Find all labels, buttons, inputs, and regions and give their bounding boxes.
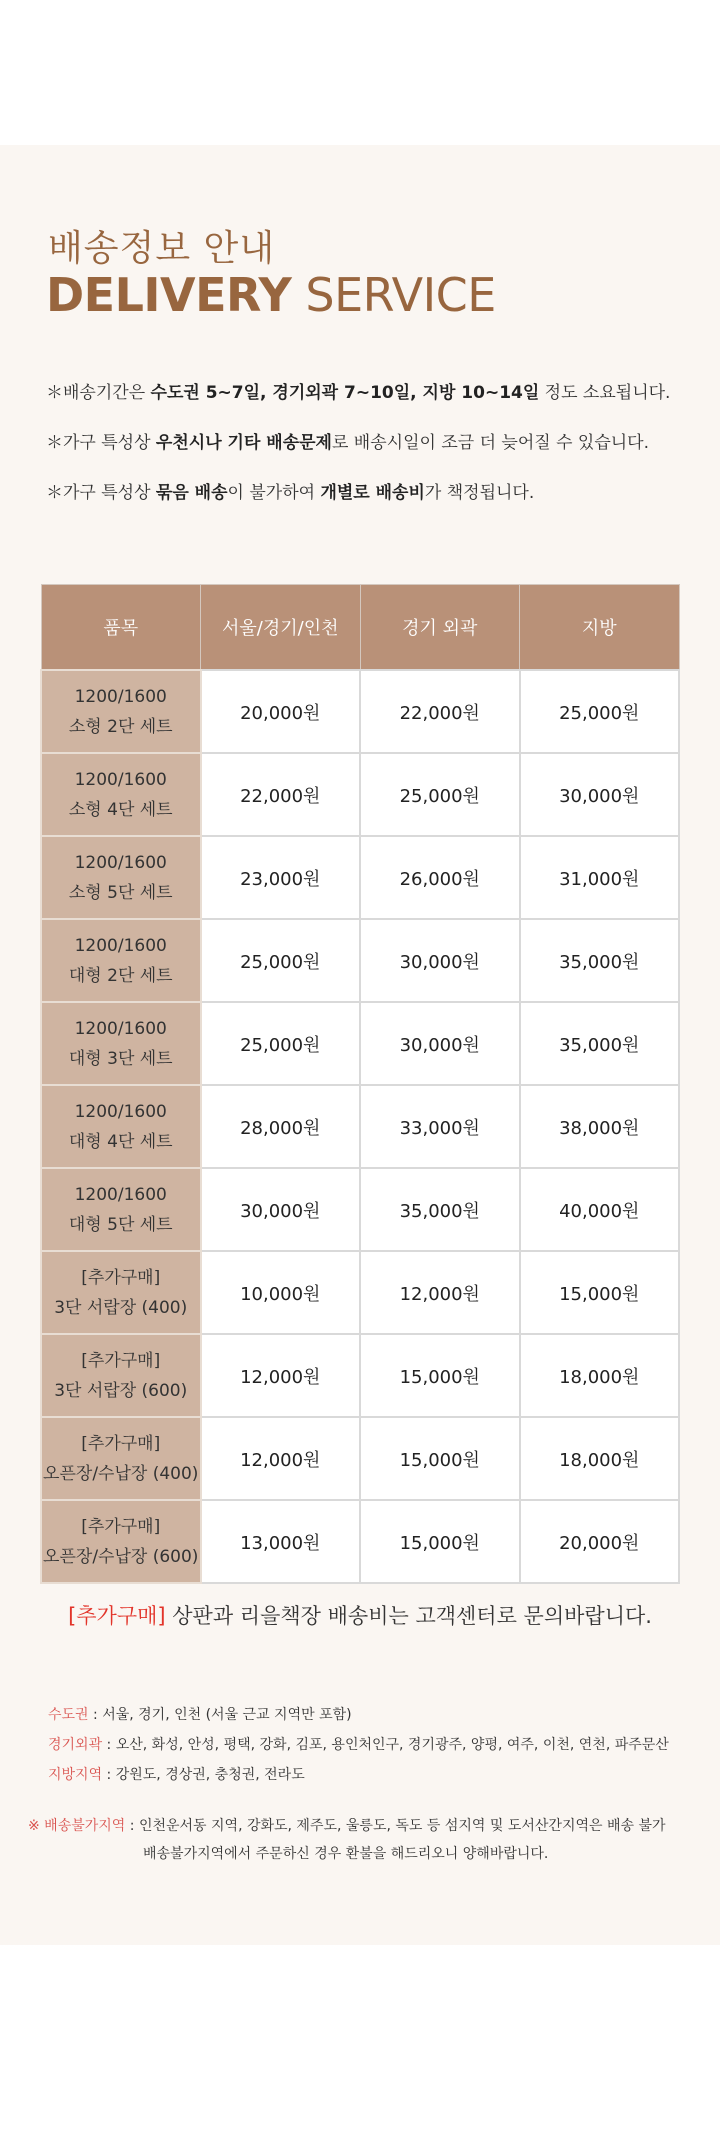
undeliverable-notice (28, 1812, 666, 1868)
note-text: ＊가구 특성상 (46, 433, 156, 453)
price-cell: 18,000원 (520, 1334, 680, 1417)
price-cell: 22,000원 (360, 670, 520, 753)
price-cell: 12,000원 (201, 1417, 361, 1500)
shipping-fee-table (40, 584, 680, 1584)
price-cell: 15,000원 (360, 1334, 520, 1417)
price-cell: 28,000원 (201, 1085, 361, 1168)
table-row (41, 919, 679, 1002)
price-cell: 15,000원 (360, 1500, 520, 1583)
warning-line-1 (28, 1812, 666, 1840)
item-cell (41, 1085, 201, 1168)
price-cell: 30,000원 (360, 919, 520, 1002)
item-line: 대형 4단 세트 (68, 1131, 173, 1152)
item-line: [추가구매] (81, 1433, 161, 1454)
warning-text: : 인천운서동 지역, 강화도, 제주도, 울릉도, 독도 등 섬지역 및 도서산간지역은 배송 불가 (125, 1818, 666, 1834)
price-cell: 10,000원 (201, 1251, 361, 1334)
price-cell: 35,000원 (520, 1002, 680, 1085)
price-cell: 30,000원 (201, 1168, 361, 1251)
price-cell: 30,000원 (520, 753, 680, 836)
title-bold-word: DELIVERY (46, 268, 292, 322)
note-text: 로 배송시일이 조금 더 늦어질 수 있습니다. (331, 433, 649, 453)
price-cell: 22,000원 (201, 753, 361, 836)
header-gyeonggi-outer: 경기 외곽 (360, 585, 520, 671)
table-body (41, 670, 679, 1583)
price-cell: 25,000원 (201, 919, 361, 1002)
price-cell: 31,000원 (520, 836, 680, 919)
price-cell: 25,000원 (520, 670, 680, 753)
note-weather-delay (46, 425, 696, 475)
price-cell: 23,000원 (201, 836, 361, 919)
price-cell: 15,000원 (520, 1251, 680, 1334)
delivery-notes (46, 375, 696, 525)
area-row-gyeonggi-outer (48, 1730, 669, 1760)
item-line: 3단 서랍장 (400) (54, 1297, 188, 1318)
item-line: 1200/1600 (74, 852, 167, 873)
page-title-english (46, 268, 496, 322)
price-cell: 12,000원 (360, 1251, 520, 1334)
price-cell: 38,000원 (520, 1085, 680, 1168)
item-line: [추가구매] (81, 1350, 161, 1371)
table-row (41, 1085, 679, 1168)
item-line: [추가구매] (81, 1267, 161, 1288)
price-cell: 40,000원 (520, 1168, 680, 1251)
item-line: 소형 5단 세트 (68, 882, 173, 903)
table-header-row (41, 585, 679, 671)
inquiry-notice (0, 1600, 720, 1630)
inquiry-highlight: [추가구매] (68, 1604, 166, 1628)
header-item: 품목 (41, 585, 201, 671)
item-line: 1200/1600 (74, 769, 167, 790)
table-row (41, 670, 679, 753)
area-label: 수도권 (48, 1707, 89, 1723)
price-cell: 35,000원 (360, 1168, 520, 1251)
item-line: 1200/1600 (74, 1184, 167, 1205)
item-cell (41, 1168, 201, 1251)
item-line: 대형 3단 세트 (68, 1048, 173, 1069)
warning-line-2: 배송불가지역에서 주문하신 경우 환불을 해드리오니 양해바랍니다. (143, 1846, 549, 1862)
note-emphasis: 묶음 배송 (155, 483, 228, 503)
table-row (41, 1500, 679, 1583)
item-cell (41, 1251, 201, 1334)
item-line: 1200/1600 (74, 686, 167, 707)
item-line: 대형 2단 세트 (68, 965, 173, 986)
item-cell (41, 1334, 201, 1417)
price-cell: 33,000원 (360, 1085, 520, 1168)
table-row (41, 1251, 679, 1334)
item-line: 1200/1600 (74, 1101, 167, 1122)
table-row (41, 1334, 679, 1417)
price-cell: 35,000원 (520, 919, 680, 1002)
note-emphasis: 수도권 5~7일, 경기외곽 7~10일, 지방 10~14일 (150, 383, 540, 403)
note-emphasis: 우천시나 기타 배송문제 (155, 433, 332, 453)
table-row (41, 1168, 679, 1251)
price-cell: 25,000원 (360, 753, 520, 836)
item-line: 오픈장/수납장 (400) (43, 1463, 199, 1484)
area-label: 경기외곽 (48, 1737, 103, 1753)
table-row (41, 1002, 679, 1085)
note-delivery-period (46, 375, 696, 425)
area-text: : 서울, 경기, 인천 (서울 근교 지역만 포함) (88, 1707, 352, 1723)
item-line: 오픈장/수납장 (600) (43, 1546, 199, 1567)
price-cell: 20,000원 (201, 670, 361, 753)
item-line: 대형 5단 세트 (68, 1214, 173, 1235)
area-row-capital (48, 1700, 669, 1730)
price-cell: 25,000원 (201, 1002, 361, 1085)
item-cell (41, 1417, 201, 1500)
price-cell: 20,000원 (520, 1500, 680, 1583)
title-light-word: SERVICE (305, 268, 496, 322)
table-row (41, 1417, 679, 1500)
area-text: : 강원도, 경상권, 충청권, 전라도 (102, 1767, 305, 1783)
note-text: 가 책정됩니다. (424, 483, 535, 503)
price-cell: 30,000원 (360, 1002, 520, 1085)
inquiry-text: 상판과 리을책장 배송비는 고객센터로 문의바랍니다. (165, 1604, 652, 1628)
warning-label: ※ 배송불가지역 (28, 1818, 126, 1834)
item-line: 3단 서랍장 (600) (54, 1380, 188, 1401)
area-row-provinces (48, 1760, 669, 1790)
note-text: 정도 소요됩니다. (539, 383, 671, 403)
table-row (41, 836, 679, 919)
item-line: 1200/1600 (74, 935, 167, 956)
note-emphasis: 개별로 배송비 (320, 483, 425, 503)
item-cell (41, 753, 201, 836)
item-line: 소형 2단 세트 (68, 716, 173, 737)
item-cell (41, 1002, 201, 1085)
area-definitions (48, 1700, 669, 1790)
price-cell: 12,000원 (201, 1334, 361, 1417)
note-text: ＊배송기간은 (46, 383, 151, 403)
note-text: 이 불가하여 (227, 483, 321, 503)
item-line: [추가구매] (81, 1516, 161, 1537)
table-row (41, 753, 679, 836)
header-provinces: 지방 (520, 585, 680, 671)
item-line: 1200/1600 (74, 1018, 167, 1039)
item-cell (41, 836, 201, 919)
item-cell (41, 670, 201, 753)
item-line: 소형 4단 세트 (68, 799, 173, 820)
price-cell: 18,000원 (520, 1417, 680, 1500)
page-title-korean: 배송정보 안내 (48, 228, 276, 269)
area-label: 지방지역 (48, 1767, 103, 1783)
area-text: : 오산, 화성, 안성, 평택, 강화, 김포, 용인처인구, 경기광주, 양평, 여주, 이천, 연천, 파주문산 (102, 1737, 669, 1753)
price-cell: 15,000원 (360, 1417, 520, 1500)
note-text: ＊가구 특성상 (46, 483, 156, 503)
header-capital-area: 서울/경기/인천 (201, 585, 361, 671)
price-cell: 26,000원 (360, 836, 520, 919)
price-cell: 13,000원 (201, 1500, 361, 1583)
item-cell (41, 919, 201, 1002)
item-cell (41, 1500, 201, 1583)
note-separate-shipping (46, 475, 696, 525)
